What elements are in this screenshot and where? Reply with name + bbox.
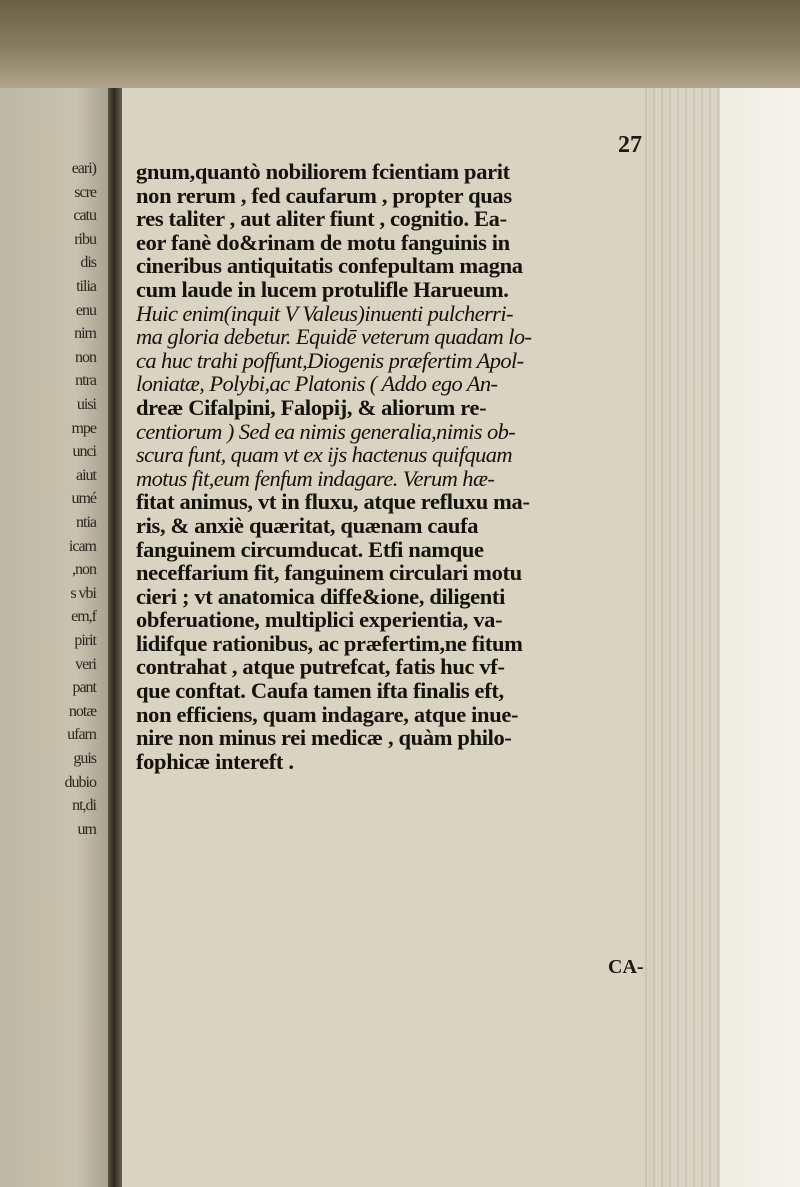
text-line: motus fit,eum fenfum indagare. Verum hæ- <box>136 465 495 491</box>
left-page-fragment: guis <box>73 750 96 767</box>
left-page-fragment: icam <box>68 537 96 555</box>
left-page-fragment: pirit <box>74 632 96 649</box>
left-page-fragment: aiut <box>76 466 96 484</box>
left-page-fragment: notæ <box>68 702 96 720</box>
text-line: non efficiens, quam indagare, atque inue- <box>136 701 519 727</box>
text-line: cum laude in lucem protulifle Harueum. <box>136 276 509 302</box>
left-page-fragment: mpe <box>71 419 96 437</box>
left-page-fragment: ribu <box>74 230 96 248</box>
text-line: dreæ Cifalpini, Falopij, & aliorum re- <box>136 394 487 420</box>
left-page-fragment: s vbi <box>70 584 96 602</box>
text-line: cineribus antiquitatis confepultam magna <box>136 253 523 279</box>
text-line: ma gloria debetur. Equidē veterum quadam lo- <box>136 324 532 350</box>
left-page-fragment: nt,di <box>72 797 96 815</box>
text-line: eor fanè do&rinam de motu fanguinis in <box>136 229 510 255</box>
text-line: non rerum , fed caufarum , propter quas <box>136 182 512 208</box>
catchword: CA- <box>608 956 644 978</box>
page-number: 27 <box>618 132 642 158</box>
left-page-fragment: ntia <box>76 514 96 531</box>
text-line: ris, & anxiè quæritat, quænam caufa <box>136 512 479 538</box>
left-page-fragment: umé <box>71 490 96 508</box>
text-line: res taliter , aut aliter fiunt , cognitio. Ea- <box>136 206 507 232</box>
left-page-fragment: em,f <box>71 608 96 626</box>
left-page-fragment: enu <box>75 301 96 319</box>
page-edges-light <box>720 88 800 1187</box>
left-page-fragment: catu <box>73 207 96 225</box>
book-gutter <box>108 88 122 1187</box>
text-line: nire non minus rei medicæ , quàm philo- <box>136 725 512 751</box>
text-line: scura funt, quam vt ex ijs hactenus quifquam <box>136 442 513 468</box>
body-text <box>136 160 646 773</box>
left-facing-page <box>0 88 108 1187</box>
top-binding-shadow <box>0 0 800 88</box>
text-line: fophicæ intereft . <box>136 748 294 774</box>
left-page-fragment: ,non <box>72 561 96 579</box>
text-line: loniatæ, Polybi,ac Platonis ( Addo ego An- <box>136 371 498 397</box>
left-page-fragment: nim <box>74 325 96 343</box>
text-line: contrahat , atque putrefcat, fatis huc vf- <box>136 654 505 680</box>
text-line: ca huc trahi poffunt,Diogenis præfertim Apol- <box>136 347 524 373</box>
left-page-fragment: ntra <box>75 372 96 390</box>
text-line: gnum,quantò nobiliorem fcientiam parit <box>136 159 510 184</box>
text-line: centiorum ) Sed ea nimis generalia,nimis ob- <box>136 418 516 444</box>
text-line: fanguinem circumducat. Etfi namque <box>136 536 484 562</box>
left-page-fragment: dubio <box>64 773 96 791</box>
text-line: que conftat. Caufa tamen ifta finalis eft, <box>136 678 504 704</box>
left-page-fragment: unci <box>72 443 96 461</box>
text-line: neceffarium fit, fanguinem circulari motu <box>136 560 522 586</box>
left-page-fragment: ufam <box>67 726 96 744</box>
left-page-fragment: um <box>77 820 96 838</box>
left-page-fragment: non <box>75 348 96 366</box>
text-line: Huic enim(inquit V Valeus)inuenti pulcherri- <box>136 300 513 326</box>
left-page-fragment: scre <box>74 183 96 201</box>
left-page-fragment: dis <box>80 254 96 272</box>
left-page-fragment: veri <box>75 655 96 673</box>
left-page-fragment: uisi <box>76 396 96 413</box>
text-line: cieri ; vt anatomica diffe&ione, diligenti <box>136 583 505 609</box>
left-page-fragment: pant <box>72 679 96 697</box>
text-line: lidifque rationibus, ac præfertim,ne fitum <box>136 630 523 656</box>
left-page-fragment: tilia <box>76 278 96 295</box>
left-page-fragment: eari) <box>71 160 96 177</box>
text-line: fitat animus, vt in fluxu, atque refluxu ma- <box>136 489 530 515</box>
text-line: obferuatione, multiplici experientia, va- <box>136 607 503 633</box>
